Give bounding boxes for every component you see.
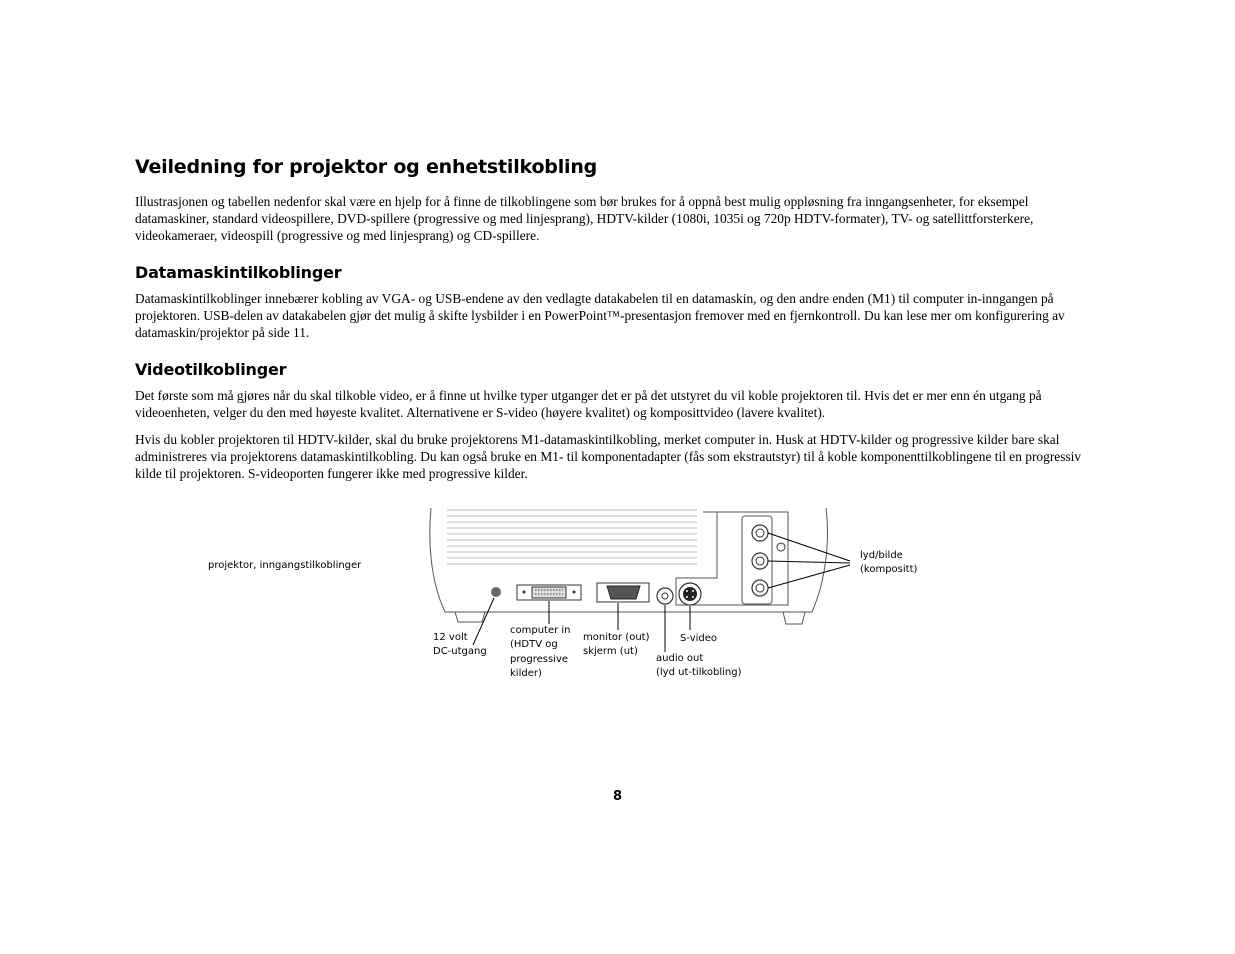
computer-paragraph: Datamaskintilkoblinger innebærer kobling av VGA- og USB-endene av den vedlagte datakabelen til en datamaskin, og den andre enden (M1) til computer in-inngangen på projektoren. USB-delen av datakabelen gjør det mulig å skifte lysbilder i en PowerPoint™-presentasjon fremover med en fjernkontroll. Du kan lese mer om konfigurering av datamaskin/projektor på side 11. [135, 291, 1065, 340]
page-title: Veiledning for projektor og enhetstilkobling [135, 156, 598, 178]
label-audio-out-line1: audio out [656, 653, 704, 664]
label-monitor-out-line2: skjerm (ut) [583, 646, 638, 657]
label-monitor-out-line1: monitor (out) [583, 632, 650, 643]
label-dc-out-line2: DC-utgang [433, 646, 487, 657]
monitor-out-port [597, 583, 649, 602]
section-title-video: Videotilkoblinger [135, 360, 287, 379]
section-title-computer: Datamaskintilkoblinger [135, 263, 342, 282]
label-composite-line2: (kompositt) [860, 564, 918, 575]
computer-in-port [517, 585, 581, 600]
dc-out-jack [491, 587, 501, 597]
projector-body [430, 508, 828, 624]
audio-out-jack [657, 588, 673, 604]
label-svideo: S-video [680, 633, 718, 644]
composite-jacks [752, 525, 785, 596]
label-computer-in-line4: kilder) [510, 668, 542, 679]
page-number: 8 [612, 789, 623, 804]
video-paragraph-2: Hvis du kobler projektoren til HDTV-kilder, skal du bruke projektorens M1-datamaskintilkobling, merket computer in. Husk at HDTV-kilder og progressive kilder bare skal administreres via projektorens datamaskintilkobling. Du kan også bruke en M1- til komponentadapter (fås som ekstrautstyr) til å koble komponenttilkoblingene til en progressiv kilde til projektoren. S-videoporten fungerer ikke med progressive kilder. [135, 432, 1082, 481]
label-dc-out-line1: 12 volt [433, 632, 468, 643]
label-audio-out-line2: (lyd ut-tilkobling) [656, 667, 742, 678]
label-computer-in-line1: computer in [510, 625, 571, 636]
label-computer-in-line2: (HDTV og [510, 639, 558, 650]
label-composite-line1: lyd/bilde [860, 550, 903, 561]
label-computer-in-line3: progressive [510, 654, 569, 665]
intro-paragraph: Illustrasjonen og tabellen nedenfor skal være en hjelp for å finne de tilkoblingene som bør brukes for å oppnå best mulig oppløsning fra inngangsenheter, for eksempel datamaskiner, standard videospillere, DVD-spillere (progressive og med linjesprang), HDTV-kilder (1080i, 1035i og 720p HDTV-formater), TV- og satellittforsterkere, videokameraer, videospill (progressive og med linjesprang) og CD-spillere. [135, 194, 1034, 243]
figure-caption: projektor, inngangstilkoblinger [208, 560, 362, 571]
svideo-jack [679, 583, 701, 605]
video-paragraph-1: Det første som må gjøres når du skal tilkoble video, er å finne ut hvilke typer utganger det er på det utstyret du vil koble projektoren til. Hvis det er mer enn én utgang på videoenheten, velger du den med høyeste kvalitet. Alternativene er S-video (høyere kvalitet) og komposittvideo (lavere kvalitet). [135, 388, 1042, 420]
vent-grille [447, 510, 697, 564]
